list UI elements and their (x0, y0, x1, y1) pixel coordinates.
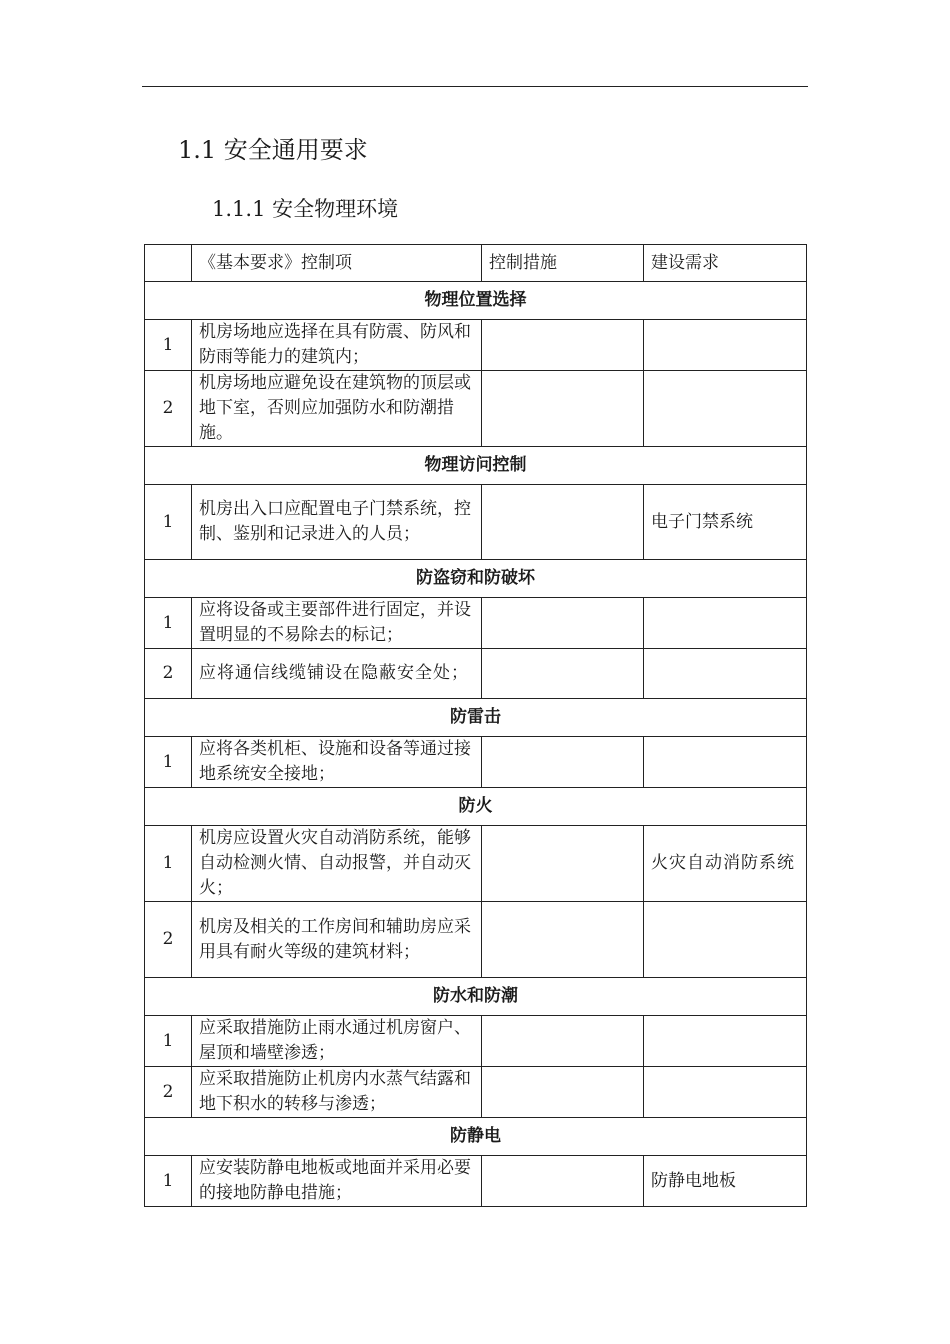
table-row (145, 649, 807, 699)
row-num: 1 (145, 598, 192, 649)
table-row (145, 598, 807, 649)
table-row (145, 320, 807, 371)
section-title: 物理位置选择 (145, 282, 807, 320)
table-row (145, 826, 807, 902)
section-title: 防静电 (145, 1118, 807, 1156)
section-title: 物理访问控制 (145, 447, 807, 485)
table-row (145, 371, 807, 447)
row-measure (482, 485, 644, 560)
row-control: 应将各类机柜、设施和设备等通过接地系统安全接地； (192, 737, 482, 788)
table-row (145, 1067, 807, 1118)
row-demand: 火灾自动消防系统 (644, 826, 807, 902)
row-demand (644, 902, 807, 978)
section-title: 防盗窃和防破坏 (145, 560, 807, 598)
section-row (145, 1118, 807, 1156)
row-control: 机房场地应避免设在建筑物的顶层或地下室，否则应加强防水和防潮措施。 (192, 371, 482, 447)
row-num: 2 (145, 902, 192, 978)
header-num-cell (145, 245, 192, 282)
row-measure (482, 598, 644, 649)
section-row (145, 978, 807, 1016)
row-num: 2 (145, 649, 192, 699)
section-title: 防水和防潮 (145, 978, 807, 1016)
section-title: 防雷击 (145, 699, 807, 737)
row-num: 1 (145, 1156, 192, 1207)
row-num: 1 (145, 485, 192, 560)
row-demand (644, 1067, 807, 1118)
row-num: 1 (145, 320, 192, 371)
row-control: 机房场地应选择在具有防震、防风和防雨等能力的建筑内； (192, 320, 482, 371)
row-num: 2 (145, 371, 192, 447)
row-num: 1 (145, 1016, 192, 1067)
row-control: 应采取措施防止机房内水蒸气结露和地下积水的转移与渗透； (192, 1067, 482, 1118)
section-row (145, 447, 807, 485)
section-row (145, 699, 807, 737)
row-measure (482, 320, 644, 371)
row-demand (644, 1016, 807, 1067)
section-row (145, 282, 807, 320)
row-control: 机房应设置火灾自动消防系统，能够自动检测火情、自动报警，并自动灭火； (192, 826, 482, 902)
row-measure (482, 649, 644, 699)
table-row (145, 902, 807, 978)
row-measure (482, 371, 644, 447)
row-control: 机房及相关的工作房间和辅助房应采用具有耐火等级的建筑材料； (192, 902, 482, 978)
row-demand (644, 371, 807, 447)
row-measure (482, 1067, 644, 1118)
row-demand (644, 649, 807, 699)
row-control: 机房出入口应配置电子门禁系统，控制、鉴别和记录进入的人员； (192, 485, 482, 560)
row-measure (482, 737, 644, 788)
header-measure-cell: 控制措施 (482, 245, 644, 282)
row-demand (644, 320, 807, 371)
row-control: 应将通信线缆铺设在隐蔽安全处； (192, 649, 482, 699)
requirements-table (144, 244, 807, 1207)
row-control: 应安装防静电地板或地面并采用必要的接地防静电措施； (192, 1156, 482, 1207)
row-demand: 防静电地板 (644, 1156, 807, 1207)
table-row (145, 737, 807, 788)
row-num: 1 (145, 826, 192, 902)
section-heading-2: 1.1.1 安全物理环境 (212, 197, 399, 221)
row-control: 应将设备或主要部件进行固定，并设置明显的不易除去的标记； (192, 598, 482, 649)
section-heading-1: 1.1 安全通用要求 (178, 136, 368, 164)
table-row (145, 485, 807, 560)
row-demand (644, 737, 807, 788)
header-control-cell: 《基本要求》控制项 (192, 245, 482, 282)
row-demand: 电子门禁系统 (644, 485, 807, 560)
table-header-row (145, 245, 807, 282)
table-row (145, 1156, 807, 1207)
row-measure (482, 1156, 644, 1207)
row-control: 应采取措施防止雨水通过机房窗户、屋顶和墙壁渗透； (192, 1016, 482, 1067)
row-num: 2 (145, 1067, 192, 1118)
header-demand-cell: 建设需求 (644, 245, 807, 282)
row-measure (482, 1016, 644, 1067)
section-row (145, 788, 807, 826)
header-rule (142, 86, 808, 87)
row-measure (482, 902, 644, 978)
row-demand (644, 598, 807, 649)
section-title: 防火 (145, 788, 807, 826)
section-row (145, 560, 807, 598)
table-row (145, 1016, 807, 1067)
row-num: 1 (145, 737, 192, 788)
row-measure (482, 826, 644, 902)
